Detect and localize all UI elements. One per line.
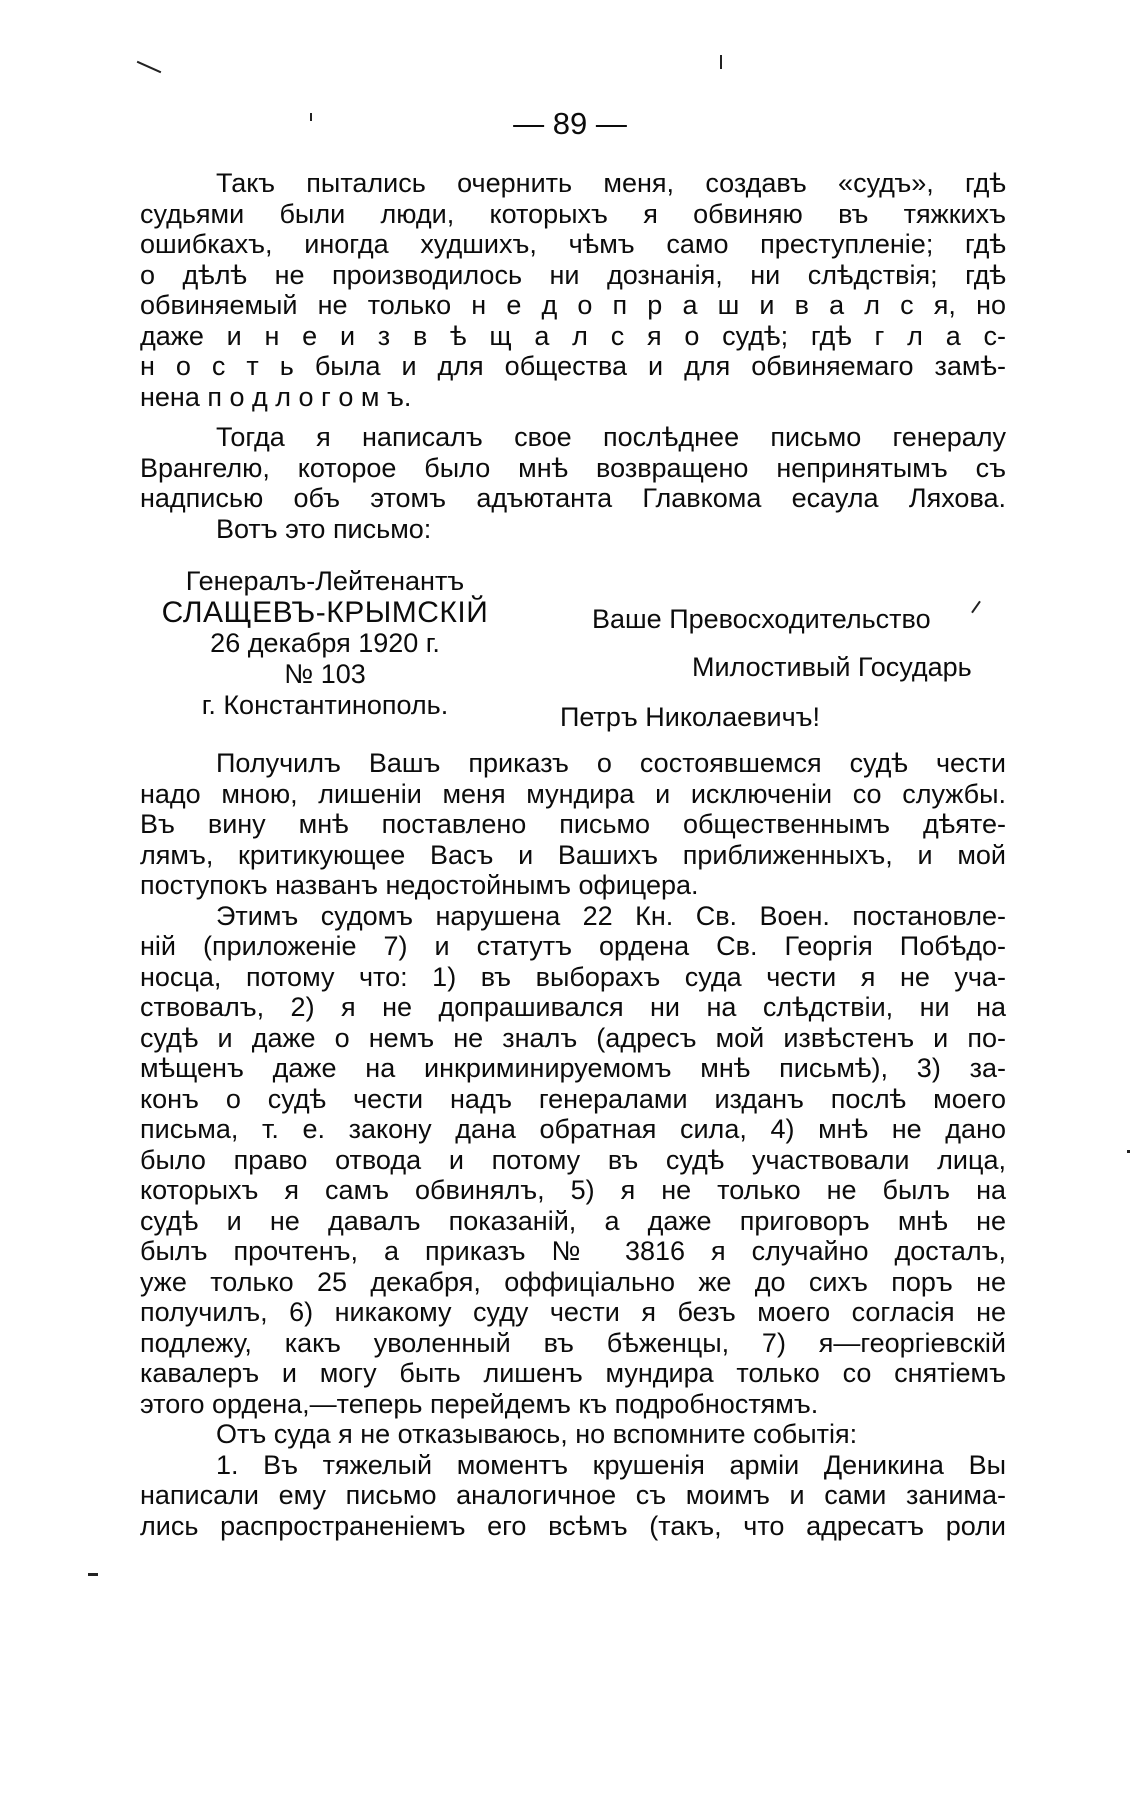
text-line: конъ о судѣ чести надъ генералами изданъ послѣ моего (140, 1083, 1006, 1114)
text-line: судьями были люди, которыхъ я обвиняю въ тяжкихъ (140, 198, 1006, 229)
text-line: которыхъ я самъ обвинялъ, 5) я не только не былъ на (140, 1175, 1006, 1205)
text-line: о дѣлѣ не производилось ни дознанія, ни слѣдствія; гдѣ (140, 259, 1006, 290)
text-line: судѣ и не давалъ показаній, а даже приговоръ мнѣ не (140, 1205, 1006, 1236)
text-line: ошибкахъ, иногда худшихъ, чѣмъ само преступленіе; гдѣ (140, 229, 1006, 259)
text-line: былъ прочтенъ, а приказъ № 3816 я случайно досталъ, (140, 1236, 1006, 1266)
text-line: этого ордена,—теперь перейдемъ къ подробностямъ. (140, 1388, 819, 1419)
salutation-line: Ваше Превосходительство (592, 604, 931, 634)
text-line: подлежу, какъ уволенный въ бѣженцы, 7) я—георгіевскій (140, 1327, 1006, 1358)
text-line: Отъ суда я не отказываюсь, но вспомните событія: (216, 1419, 858, 1449)
paragraph-trial-description (140, 168, 1006, 412)
salutation-line: Милостивый Государь (692, 652, 972, 682)
text-line: надписью объ этомъ адъютанта Главкома есаула Ляхова. (140, 483, 1006, 513)
text-line: было право отвода и потому въ судѣ участвовали лица, (140, 1144, 1006, 1175)
text-line: письма, т. е. закону дана обратная сила, 4) мнѣ не дано (140, 1114, 1006, 1144)
paragraph-letter-intro (140, 422, 1006, 544)
text-line: обвиняемый не только н е д о п р а ш и в а л с я, но (140, 290, 1006, 320)
scan-speck (1127, 1150, 1130, 1153)
text-line: получилъ, 6) никакому суду чести я безъ моего согласія не (140, 1297, 1006, 1327)
sender-name: СЛАЩЕВЪ-КРЫМСКІЙ (161, 596, 489, 629)
text-line: судѣ и даже о немъ не зналъ (адресъ мой извѣстенъ и по- (140, 1022, 1006, 1053)
scan-speck (310, 113, 312, 121)
text-line: Такъ пытались очернить меня, создавъ «судъ», гдѣ (216, 168, 1006, 198)
letter-number: № 103 (284, 659, 366, 689)
text-line: Вотъ это письмо: (216, 513, 432, 544)
letter-date: 26 декабря 1920 г. (210, 628, 440, 658)
scan-speck (137, 61, 162, 73)
text-line: н о с т ь была и для общества и для обвиняемаго замѣ- (140, 351, 1006, 381)
text-line: Врангелю, которое было мнѣ возвращено непринятымъ съ (140, 452, 1006, 483)
sender-rank: Генералъ-Лейтенантъ (185, 566, 465, 596)
text-line: надо мною, лишеніи меня мундира и исключеніи со службы. (140, 778, 1006, 809)
text-line: уже только 25 декабря, оффиціально же до сихъ поръ не (140, 1266, 1006, 1297)
text-line: носца, потому что: 1) въ выборахъ суда чести я не уча- (140, 961, 1006, 992)
text-line: написали ему письмо аналогичное съ моимъ и сами занима- (140, 1480, 1006, 1510)
page-number: — 89 — (513, 106, 627, 141)
text-line: Въ вину мнѣ поставлено письмо общественнымъ дѣяте- (140, 809, 1006, 839)
letter-city: г. Константинополь. (201, 690, 449, 720)
text-line: поступокъ названъ недостойнымъ офицера. (140, 870, 699, 900)
text-line: мѣщенъ даже на инкриминируемомъ мнѣ письмѣ), 3) за- (140, 1053, 1006, 1083)
text-line: Получилъ Вашъ приказъ о состоявшемся судѣ чести (216, 748, 1006, 778)
text-line: кавалеръ и могу быть лишенъ мундира только со снятіемъ (140, 1358, 1006, 1388)
text-line: ній (приложеніе 7) и статутъ ордена Св. Георгія Побѣдо- (140, 931, 1006, 961)
scan-speck (720, 55, 722, 69)
salutation-line: Петръ Николаевичъ! (560, 702, 821, 732)
text-line: нена п о д л о г о м ъ. (140, 381, 412, 412)
text-line: даже и н е и з в ѣ щ а л с я о судѣ; гдѣ г л а с- (140, 320, 1006, 351)
text-line: ствовалъ, 2) я не допрашивался ни на слѣдствіи, ни на (140, 992, 1006, 1022)
scan-speck (971, 601, 981, 614)
letter-body (140, 748, 1006, 1541)
letter-sender-block (150, 566, 500, 721)
text-line: Тогда я написалъ свое послѣднее письмо генералу (216, 422, 1006, 452)
text-line: лись распространеніемъ его всѣмъ (такъ, что адресатъ роли (140, 1510, 1006, 1541)
text-line: Этимъ судомъ нарушена 22 Кн. Св. Воен. постановле- (216, 900, 1006, 931)
text-line: лямъ, критикующее Васъ и Вашихъ приближенныхъ, и мой (140, 839, 1006, 870)
text-line: 1. Въ тяжелый моментъ крушенія арміи Деникина Вы (216, 1449, 1006, 1480)
scan-speck (88, 1573, 98, 1576)
